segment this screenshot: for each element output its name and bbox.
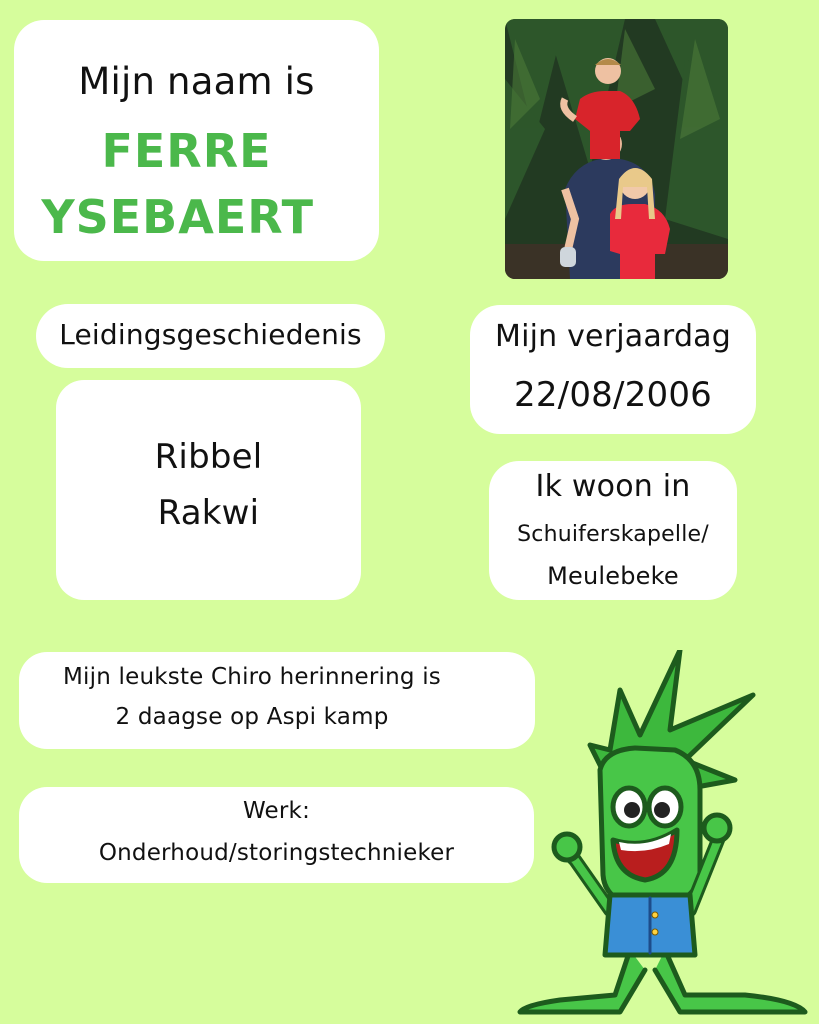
memory-label: Mijn leukste Chiro herinnering is (63, 664, 441, 690)
name-label: Mijn naam is (78, 60, 315, 103)
profile-photo (505, 19, 728, 279)
home-value-line1: Schuiferskapelle/ (517, 522, 709, 547)
last-name: YSEBAERT (41, 190, 314, 244)
history-item: Ribbel (154, 437, 263, 477)
history-card (56, 380, 361, 600)
mascot-illustration (505, 650, 815, 1020)
home-card (489, 461, 737, 600)
work-card (19, 787, 534, 883)
birthday-card (470, 305, 756, 434)
home-value-line2: Meulebeke (547, 562, 679, 590)
birthday-label: Mijn verjaardag (494, 319, 732, 354)
memory-value: 2 daagse op Aspi kamp (115, 704, 389, 730)
work-label: Werk: (242, 798, 311, 824)
name-card (14, 20, 379, 261)
history-title-card (36, 304, 385, 368)
home-label: Ik woon in (535, 469, 691, 504)
history-title: Leidingsgeschiedenis (59, 318, 362, 351)
work-value: Onderhoud/storingstechnieker (98, 840, 455, 866)
history-item: Rakwi (157, 493, 260, 533)
first-name: FERRE (101, 124, 272, 178)
birthday-value: 22/08/2006 (514, 375, 712, 415)
memory-card (19, 652, 535, 749)
